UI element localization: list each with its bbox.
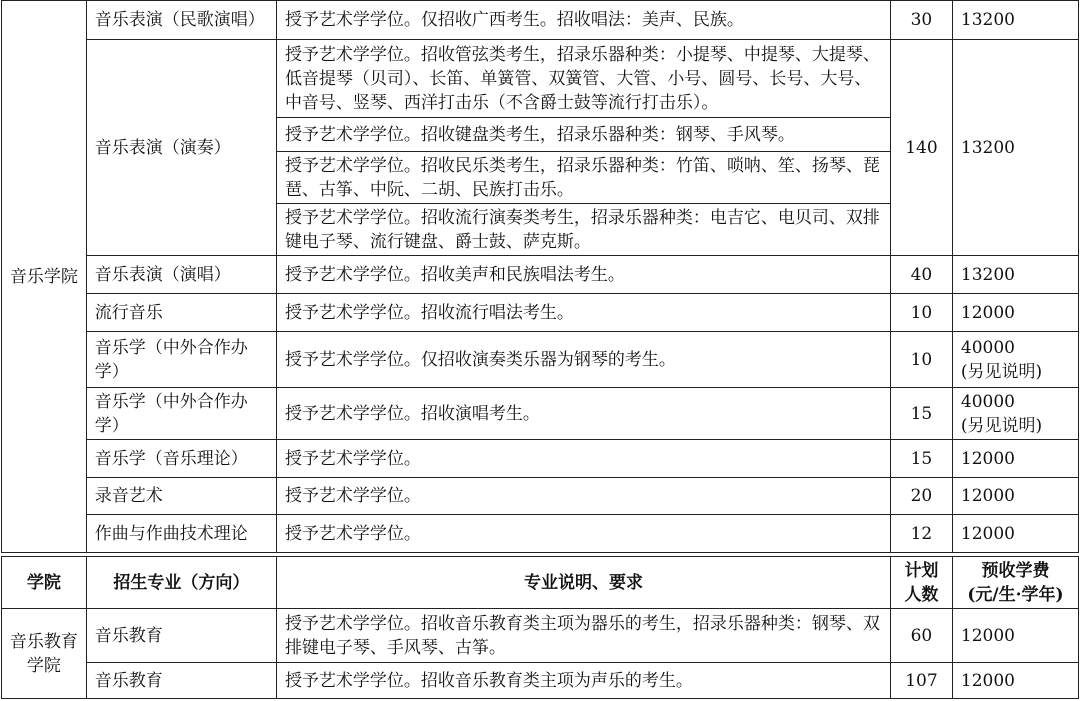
- plan-count-cell: 40: [890, 256, 952, 294]
- major-cell: 音乐学（中外合作办学）: [86, 388, 276, 440]
- fee-note: (另见说明): [960, 361, 1043, 382]
- fee-cell: 13200: [952, 1, 1078, 40]
- major-cell: 音乐表演（演唱）: [86, 256, 276, 294]
- desc-cell: 授予艺术学学位。招收音乐教育类主项为器乐的考生，招录乐器种类：钢琴、双排键电子琴、手风琴、古筝。: [276, 609, 890, 663]
- fee-cell: 12000: [952, 609, 1078, 663]
- fee-cell: 12000: [952, 515, 1078, 553]
- desc-cell: 授予艺术学学位。: [276, 440, 890, 478]
- table-row: [2, 440, 1079, 478]
- desc-cell: 授予艺术学学位。招收民乐类考生，招录乐器种类：竹笛、唢呐、笙、扬琴、琵琶、古筝、中阮、二胡、民族打击乐。: [276, 152, 890, 204]
- fee-value: 40000: [960, 337, 1015, 358]
- desc-cell: 授予艺术学学位。仅招收广西考生。招收唱法：美声、民族。: [276, 1, 890, 40]
- header-fee: [952, 557, 1078, 609]
- fee-cell: 12000: [952, 440, 1078, 478]
- plan-count-cell: 140: [890, 40, 952, 256]
- table-row: [2, 609, 1079, 663]
- desc-cell: 授予艺术学学位。招收管弦类考生，招录乐器种类：小提琴、中提琴、大提琴、低音提琴（贝司）、长笛、单簧管、双簧管、大管、小号、圆号、长号、大号、中音号、竖琴、西洋打击乐（不含爵士鼓等流行打击乐）。: [276, 40, 890, 118]
- fee-cell: 12000: [952, 478, 1078, 515]
- fee-cell: 12000: [952, 294, 1078, 332]
- major-cell: 音乐学（音乐理论）: [86, 440, 276, 478]
- fee-cell: 12000: [952, 663, 1078, 699]
- table-row: [2, 663, 1079, 699]
- college-line1: 音乐教育: [9, 631, 78, 652]
- header-plan-count-line2: 人数: [904, 584, 939, 605]
- table-row: [2, 1, 1079, 40]
- major-cell: 流行音乐: [86, 294, 276, 332]
- header-college: 学院: [2, 557, 87, 609]
- college-line2: 学院: [26, 655, 61, 676]
- header-major: 招生专业（方向）: [86, 557, 276, 609]
- major-cell: 音乐教育: [86, 663, 276, 699]
- table-row: [2, 478, 1079, 515]
- desc-cell: 授予艺术学学位。招收键盘类考生，招录乐器种类：钢琴、手风琴。: [276, 118, 890, 152]
- table-row: [2, 332, 1079, 388]
- major-cell: 音乐表演（演奏）: [86, 40, 276, 256]
- fee-note: (另见说明): [960, 415, 1043, 436]
- header-plan-count: [890, 557, 952, 609]
- fee-cell: [952, 332, 1078, 388]
- table-row: [2, 294, 1079, 332]
- fee-cell: [952, 388, 1078, 440]
- table-row: [2, 388, 1079, 440]
- major-cell: 音乐学（中外合作办学）: [86, 332, 276, 388]
- header-fee-line1: 预收学费: [981, 560, 1050, 581]
- header-desc: 专业说明、要求: [276, 557, 890, 609]
- fee-cell: 13200: [952, 40, 1078, 256]
- college-cell: [2, 609, 87, 699]
- header-plan-count-line1: 计划: [904, 560, 939, 581]
- desc-cell: 授予艺术学学位。招收音乐教育类主项为声乐的考生。: [276, 663, 890, 699]
- desc-cell: 授予艺术学学位。招收流行演奏类考生，招录乐器种类：电吉它、电贝司、双排键电子琴、流行键盘、爵士鼓、萨克斯。: [276, 204, 890, 256]
- major-cell: 录音艺术: [86, 478, 276, 515]
- plan-count-cell: 12: [890, 515, 952, 553]
- fee-cell: 13200: [952, 256, 1078, 294]
- plan-count-cell: 10: [890, 294, 952, 332]
- major-cell: 作曲与作曲技术理论: [86, 515, 276, 553]
- enrollment-table-music-education-college: [1, 556, 1079, 699]
- desc-cell: 授予艺术学学位。: [276, 478, 890, 515]
- plan-count-cell: 20: [890, 478, 952, 515]
- table-row: [2, 256, 1079, 294]
- enrollment-table-music-college: [1, 0, 1079, 553]
- desc-cell: 授予艺术学学位。招收演唱考生。: [276, 388, 890, 440]
- desc-cell: 授予艺术学学位。仅招收演奏类乐器为钢琴的考生。: [276, 332, 890, 388]
- fee-value: 40000: [960, 391, 1015, 412]
- desc-cell: 授予艺术学学位。招收流行唱法考生。: [276, 294, 890, 332]
- desc-cell: 授予艺术学学位。招收美声和民族唱法考生。: [276, 256, 890, 294]
- major-cell: 音乐表演（民歌演唱）: [86, 1, 276, 40]
- college-cell: 音乐学院: [2, 1, 87, 553]
- major-cell: 音乐教育: [86, 609, 276, 663]
- plan-count-cell: 15: [890, 388, 952, 440]
- table-row: [2, 515, 1079, 553]
- table-header-row: [2, 557, 1079, 609]
- table-row: [2, 40, 1079, 118]
- plan-count-cell: 15: [890, 440, 952, 478]
- desc-cell: 授予艺术学学位。: [276, 515, 890, 553]
- plan-count-cell: 107: [890, 663, 952, 699]
- plan-count-cell: 60: [890, 609, 952, 663]
- plan-count-cell: 30: [890, 1, 952, 40]
- plan-count-cell: 10: [890, 332, 952, 388]
- header-fee-line2: (元/生·学年): [967, 584, 1064, 605]
